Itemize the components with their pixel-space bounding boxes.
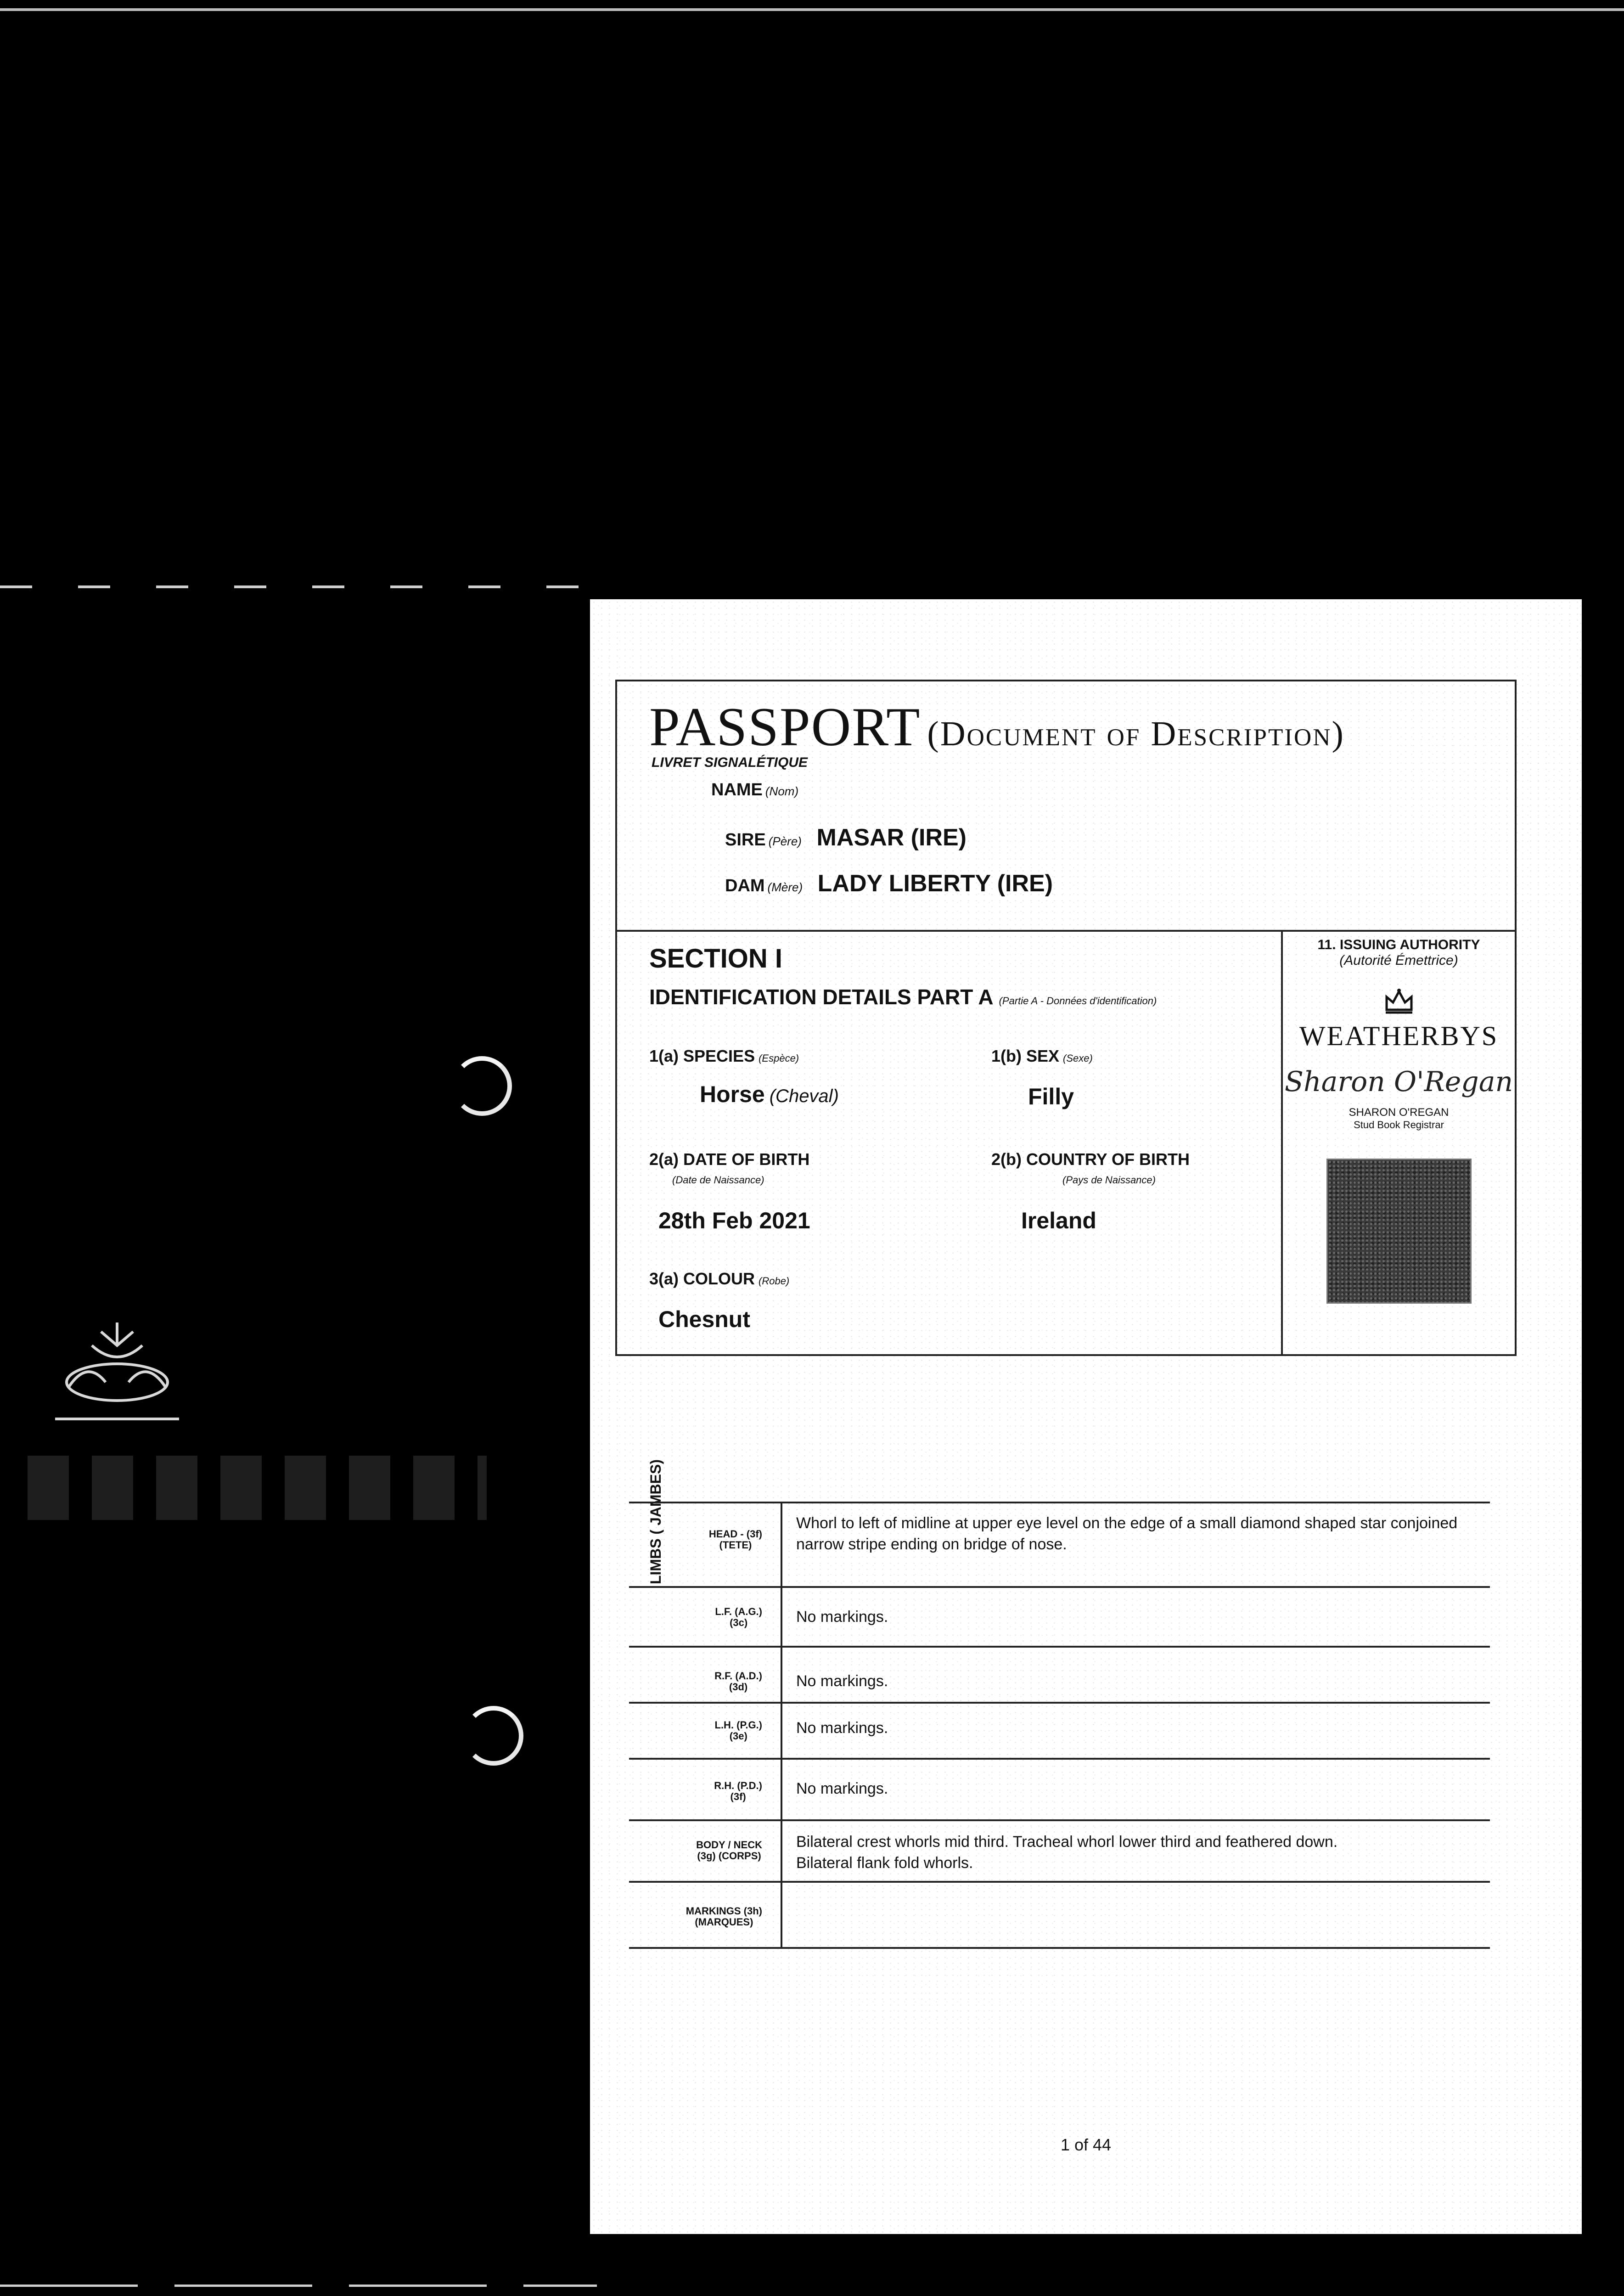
title-sub: (Document of Description): [927, 715, 1345, 753]
colour-label-text: 3(a) COLOUR: [649, 1269, 755, 1288]
sex-label-text: 1(b) SEX: [991, 1047, 1060, 1065]
authority-title: 11. ISSUING AUTHORITY: [1317, 937, 1480, 952]
country-fr: (Pays de Naissance): [1062, 1174, 1156, 1186]
identification-section: [615, 930, 1517, 1356]
body-text: Bilateral crest whorls mid third. Tracheal whorl lower third and feathered down. Bilateral flank fold whorls.: [796, 1833, 1338, 1872]
sire-row: [725, 824, 967, 851]
weatherbys-logo: WEATHERBYS: [1299, 1021, 1499, 1051]
species-value-fr: (Cheval): [769, 1086, 839, 1106]
markings-table: [629, 1502, 1490, 1949]
title-main: PASSPORT: [649, 696, 921, 757]
country-value: Ireland: [1021, 1208, 1096, 1233]
species-value: [700, 1081, 839, 1108]
markings-row-lf: [629, 1586, 1490, 1646]
marks-text: [782, 1883, 1490, 1947]
dob-fr: (Date de Naissance): [672, 1174, 764, 1186]
rh-label: R.H. (P.D.) (3f): [714, 1780, 762, 1802]
sex-fr: (Sexe): [1063, 1052, 1093, 1064]
ghost-crest-icon: [41, 1313, 193, 1433]
id-details-title: [649, 985, 1157, 1009]
colour-label: [649, 1269, 789, 1289]
country-label: 2(b) COUNTRY OF BIRTH: [991, 1150, 1190, 1169]
markings-row-rf: [629, 1646, 1490, 1702]
markings-bottom-rule: [629, 1947, 1490, 1949]
binder-ring-bottom: [464, 1706, 523, 1766]
passport-header: [615, 680, 1517, 932]
signatory-name: SHARON O'REGAN: [1349, 1106, 1449, 1119]
name-label: NAME: [711, 780, 763, 799]
markings-row-label: [629, 1760, 782, 1819]
dam-value: LADY LIBERTY (IRE): [817, 870, 1053, 897]
signatory-role: Stud Book Registrar: [1354, 1119, 1444, 1131]
id-title-text: IDENTIFICATION DETAILS PART A: [649, 985, 994, 1009]
markings-row-marks: [629, 1881, 1490, 1947]
issuing-authority: [1283, 932, 1515, 1354]
scan-dash-line: [0, 585, 597, 588]
binder-ring-top: [452, 1056, 512, 1116]
marks-label: MARKINGS (3h) (MARQUES): [686, 1905, 762, 1928]
name-row: [711, 780, 798, 800]
sire-label: SIRE: [725, 830, 766, 850]
dam-label: DAM: [725, 876, 765, 895]
dam-row: [725, 870, 1053, 897]
colour-fr: (Robe): [759, 1275, 790, 1287]
dam-fr: (Mère): [767, 880, 803, 894]
markings-row-label: [629, 1704, 782, 1758]
lf-text: No markings.: [796, 1608, 888, 1626]
head-label: HEAD - (3f) (TETE): [708, 1528, 762, 1551]
markings-row-label: [629, 1883, 782, 1947]
sex-label: [991, 1047, 1093, 1066]
markings-row-rh: [629, 1758, 1490, 1819]
passport-page: [590, 599, 1582, 2234]
species-label: [649, 1047, 799, 1066]
rf-label: R.F. (A.D.) (3d): [714, 1670, 762, 1693]
head-text: Whorl to left of midline at upper eye level on the edge of a small diamond shaped star conjoined narrow stripe ending on bridge of nose.: [796, 1514, 1458, 1553]
dob-value: 28th Feb 2021: [658, 1208, 810, 1233]
markings-row-label: [629, 1821, 782, 1881]
sex-value: Filly: [1028, 1084, 1074, 1109]
name-fr: (Nom): [765, 784, 799, 798]
crown-icon: [1383, 987, 1415, 1014]
sire-fr: (Père): [768, 834, 802, 848]
livret-label: LIVRET SIGNALÉTIQUE: [652, 755, 808, 770]
species-label-text: 1(a) SPECIES: [649, 1047, 755, 1065]
scan-bottom-edge: [0, 2285, 597, 2287]
signature: Sharon O'Regan: [1284, 1066, 1513, 1098]
markings-row-label: [629, 1648, 782, 1702]
page-title: [649, 695, 1345, 759]
dob-label: 2(a) DATE OF BIRTH: [649, 1150, 810, 1169]
markings-row-lh: [629, 1702, 1490, 1758]
authority-title-fr: (Autorité Émettrice): [1339, 953, 1458, 968]
markings-row-body: [629, 1819, 1490, 1881]
ghost-brand-text: [28, 1456, 487, 1520]
rh-text: No markings.: [796, 1780, 888, 1797]
page-number: 1 of 44: [1060, 2135, 1112, 2154]
lh-label: L.H. (P.G.) (3e): [714, 1719, 762, 1742]
rf-text: No markings.: [796, 1672, 888, 1690]
species-value-text: Horse: [700, 1081, 765, 1107]
sire-value: MASAR (IRE): [816, 824, 967, 851]
id-title-fr: (Partie A - Données d'identification): [999, 995, 1157, 1007]
colour-value: Chesnut: [658, 1306, 750, 1332]
scan-top-edge: [0, 8, 1624, 11]
lh-text: No markings.: [796, 1719, 888, 1737]
markings-row-label: [629, 1588, 782, 1646]
species-fr: (Espèce): [759, 1052, 799, 1064]
markings-row-label: [629, 1503, 782, 1586]
lf-label: L.F. (A.G.) (3c): [715, 1606, 762, 1628]
limbs-label: LIMBS ( JAMBES): [647, 1459, 664, 1584]
markings-row-head: [629, 1502, 1490, 1586]
body-label: BODY / NECK (3g) (CORPS): [696, 1839, 762, 1862]
hologram-seal: [1326, 1159, 1472, 1304]
section-title: SECTION I: [649, 944, 783, 974]
